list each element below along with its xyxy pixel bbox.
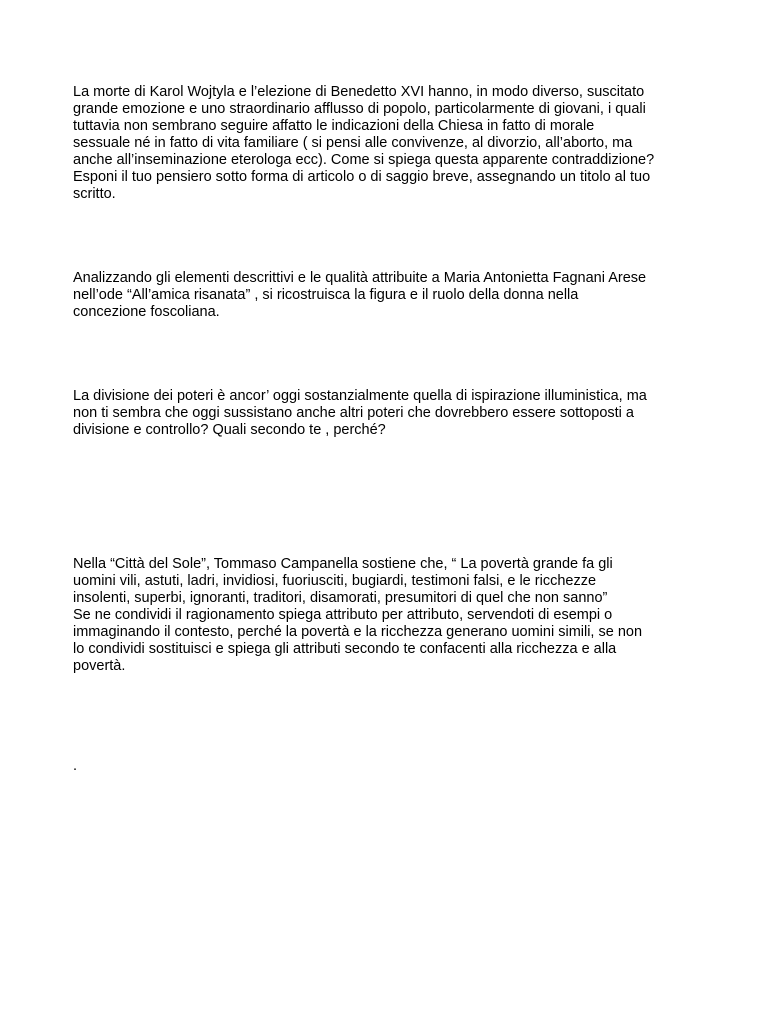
paragraph-morte-wojtyla bbox=[73, 84, 703, 203]
text-line: tuttavia non sembrano seguire affatto le indicazioni della Chiesa in fatto di morale bbox=[73, 118, 595, 134]
text-line: Nella “Città del Sole”, Tommaso Campanella sostiene che, “ La povertà grande fa gli bbox=[73, 556, 613, 572]
text-line: insolenti, superbi, ignoranti, traditori, disamorati, presumitori di quel che non sanno” bbox=[73, 590, 608, 606]
paragraph-citta-del-sole bbox=[73, 556, 703, 675]
text-line: scritto. bbox=[73, 186, 116, 202]
text-line: Esponi il tuo pensiero sotto forma di articolo o di saggio breve, assegnando un titolo al tuo bbox=[73, 169, 651, 185]
paragraph-divisione-poteri bbox=[73, 388, 703, 439]
text-line: nell’ode “All’amica risanata” , si ricostruisca la figura e il ruolo della donna nella bbox=[73, 287, 579, 303]
paragraph-trailing-dot bbox=[73, 758, 703, 775]
text-line: immaginando il contesto, perché la povertà e la ricchezza generano uomini simili, se non bbox=[73, 624, 643, 640]
text-line: Se ne condividi il ragionamento spiega attributo per attributo, servendoti di esempi o bbox=[73, 607, 613, 623]
text-line: La divisione dei poteri è ancor’ oggi sostanzialmente quella di ispirazione illuministica, ma bbox=[73, 388, 647, 404]
text-line: anche all’inseminazione eterologa ecc). Come si spiega questa apparente contraddizione? bbox=[73, 152, 655, 168]
paragraph-fagnani-arese bbox=[73, 270, 703, 321]
text-line: sessuale né in fatto di vita familiare ( si pensi alle convivenze, al divorzio, all’aborto, ma bbox=[73, 135, 633, 151]
text-line: uomini vili, astuti, ladri, invidiosi, fuoriusciti, bugiardi, testimoni falsi, e le ricchezze bbox=[73, 573, 597, 589]
text-line: divisione e controllo? Quali secondo te , perché? bbox=[73, 422, 386, 438]
text-line: lo condividi sostituisci e spiega gli attributi secondo te confacenti alla ricchezza e alla bbox=[73, 641, 617, 657]
text-line: non ti sembra che oggi sussistano anche altri poteri che dovrebbero essere sottoposti a bbox=[73, 405, 634, 421]
text-line: . bbox=[73, 758, 78, 774]
text-line: grande emozione e uno straordinario afflusso di popolo, particolarmente di giovani, i quali bbox=[73, 101, 646, 117]
text-line: Analizzando gli elementi descrittivi e le qualità attribuite a Maria Antonietta Fagnani Arese bbox=[73, 270, 647, 286]
text-line: concezione foscoliana. bbox=[73, 304, 220, 320]
text-line: La morte di Karol Wojtyla e l’elezione di Benedetto XVI hanno, in modo diverso, suscitato bbox=[73, 84, 645, 100]
text-line: povertà. bbox=[73, 658, 126, 674]
